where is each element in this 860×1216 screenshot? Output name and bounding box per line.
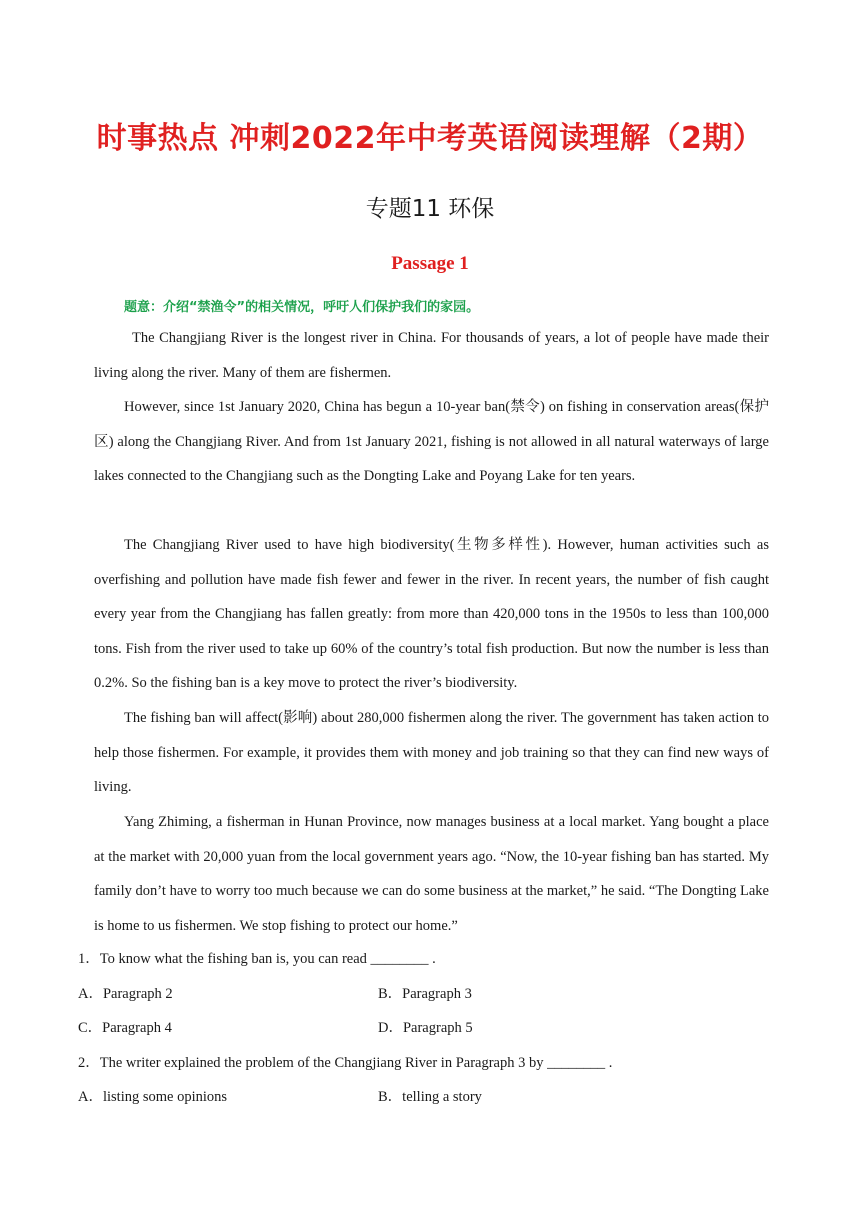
- paragraph-2: However, since 1st January 2020, China has begun a 10-year ban(禁令) on fishing in conservation areas(保护区) along the Changjiang River. And from 1st January 2021, fishing is not allowed in all natural waterways of large lakes connected to the Changjiang such as the Dongting Lake and Poyang Lake for ten years.: [94, 399, 769, 485]
- question-2-option-b: B．telling a story: [378, 1089, 482, 1105]
- question-1-option-a: A．Paragraph 2: [78, 986, 173, 1002]
- question-1-stem: 1．To know what the fishing ban is, you can read ________ .: [78, 951, 436, 967]
- question-1-option-c: C．Paragraph 4: [78, 1020, 172, 1036]
- question-1-option-b: B．Paragraph 3: [378, 986, 472, 1002]
- question-2-option-a: A．listing some opinions: [78, 1089, 228, 1105]
- paragraph-5: Yang Zhiming, a fisherman in Hunan Province, now manages business at a local market. Yang bought a place at the market with 20,000 yuan from the local government years ago. “Now, the 10-year fishing ban has started. My family don’t have to worry too much because we can do some business at the market,” he said. “The Dongting Lake is home to us fishermen. We stop fishing to protect our home.”: [94, 814, 769, 934]
- paragraph-1: The Changjiang River is the longest river in China. For thousands of years, a lot of people have made their living along the river. Many of them are fishermen.: [94, 330, 769, 381]
- main-title: 时事热点 冲刺2022年中考英语阅读理解（2期）: [96, 121, 764, 156]
- passage-theme: 题意：介绍“禁渔令”的相关情况，呼吁人们保护我们的家园。: [124, 300, 480, 315]
- paragraph-3: The Changjiang River used to have high biodiversity(生物多样性). However, human activities such as overfishing and pollution have made fish fewer and fewer in the river. In recent years, the number of fish caught every year from the Changjiang has fallen greatly: from more than 420,000 tons in the 1950s to less than 100,000 tons. Fish from the river used to take up 60% of the country’s total fish production. But now the number is less than 0.2%. So the fishing ban is a key move to protect the river’s biodiversity.: [94, 537, 769, 692]
- question-2-stem: 2．The writer explained the problem of the Changjiang River in Paragraph 3 by ________ .: [78, 1055, 613, 1071]
- passage-title: Passage 1: [391, 253, 469, 274]
- question-1-option-d: D．Paragraph 5: [378, 1020, 473, 1036]
- paragraph-4: The fishing ban will affect(影响) about 280,000 fishermen along the river. The government has taken action to help those fishermen. For example, it provides them with money and job training so that they can find new ways of living.: [94, 710, 769, 796]
- subtitle: 专题11 环保: [365, 196, 495, 222]
